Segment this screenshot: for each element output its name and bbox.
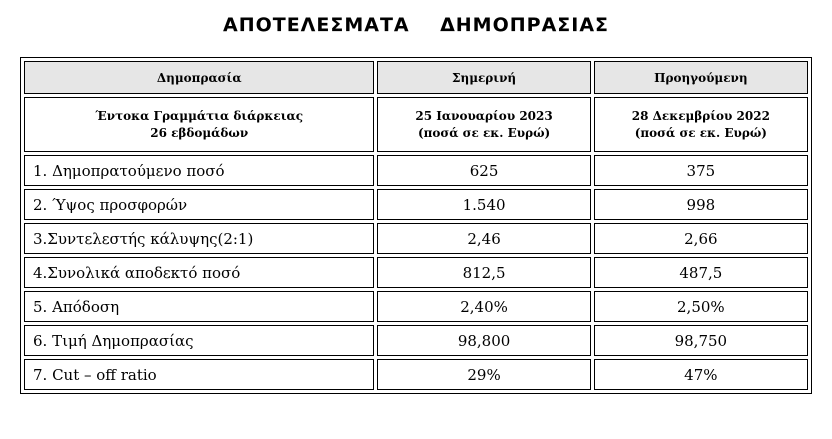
instrument-cell	[24, 97, 374, 152]
row-label: 3.Συντελεστής κάλυψης(2:1)	[24, 223, 374, 254]
auction-results-table	[20, 57, 812, 394]
row-current-value: 1.540	[377, 189, 590, 220]
row-label: 1. Δημοπρατούμενο ποσό	[24, 155, 374, 186]
previous-unit: (ποσά σε εκ. Ευρώ)	[634, 125, 767, 140]
row-label: 2. Ύψος προσφορών	[24, 189, 374, 220]
row-previous-value: 487,5	[594, 257, 808, 288]
header-previous: Προηγούμενη	[594, 61, 808, 94]
page-title: ΑΠΟΤΕΛΕΣΜΑΤΑ ΔΗΜΟΠΡΑΣΙΑΣ	[222, 14, 610, 36]
current-date: 25 Ιανουαρίου 2023	[415, 108, 553, 123]
row-previous-value: 375	[594, 155, 808, 186]
row-current-value: 812,5	[377, 257, 590, 288]
table-row	[24, 325, 808, 356]
header-auction: Δημοπρασία	[24, 61, 374, 94]
row-label: 4.Συνολικά αποδεκτό ποσό	[24, 257, 374, 288]
previous-date: 28 Δεκεμβρίου 2022	[631, 108, 770, 123]
row-current-value: 98,800	[377, 325, 590, 356]
instrument-line2: 26 εβδομάδων	[150, 125, 249, 140]
header-current: Σημερινή	[377, 61, 590, 94]
table-row	[24, 189, 808, 220]
table-row	[24, 291, 808, 322]
row-label: 7. Cut – off ratio	[24, 359, 374, 390]
row-label: 6. Τιμή Δημοπρασίας	[24, 325, 374, 356]
row-previous-value: 47%	[594, 359, 808, 390]
row-previous-value: 998	[594, 189, 808, 220]
header-row	[24, 61, 808, 94]
row-previous-value: 2,50%	[594, 291, 808, 322]
row-current-value: 29%	[377, 359, 590, 390]
row-previous-value: 98,750	[594, 325, 808, 356]
table-row	[24, 257, 808, 288]
current-date-cell	[377, 97, 590, 152]
row-current-value: 625	[377, 155, 590, 186]
row-label: 5. Απόδοση	[24, 291, 374, 322]
row-current-value: 2,40%	[377, 291, 590, 322]
previous-date-cell	[594, 97, 808, 152]
table-row	[24, 155, 808, 186]
subheader-row	[24, 97, 808, 152]
current-unit: (ποσά σε εκ. Ευρώ)	[417, 125, 551, 140]
table-row	[24, 223, 808, 254]
row-previous-value: 2,66	[594, 223, 808, 254]
instrument-line1: Έντοκα Γραμμάτια διάρκειας	[95, 108, 304, 123]
table-row	[24, 359, 808, 390]
row-current-value: 2,46	[377, 223, 590, 254]
